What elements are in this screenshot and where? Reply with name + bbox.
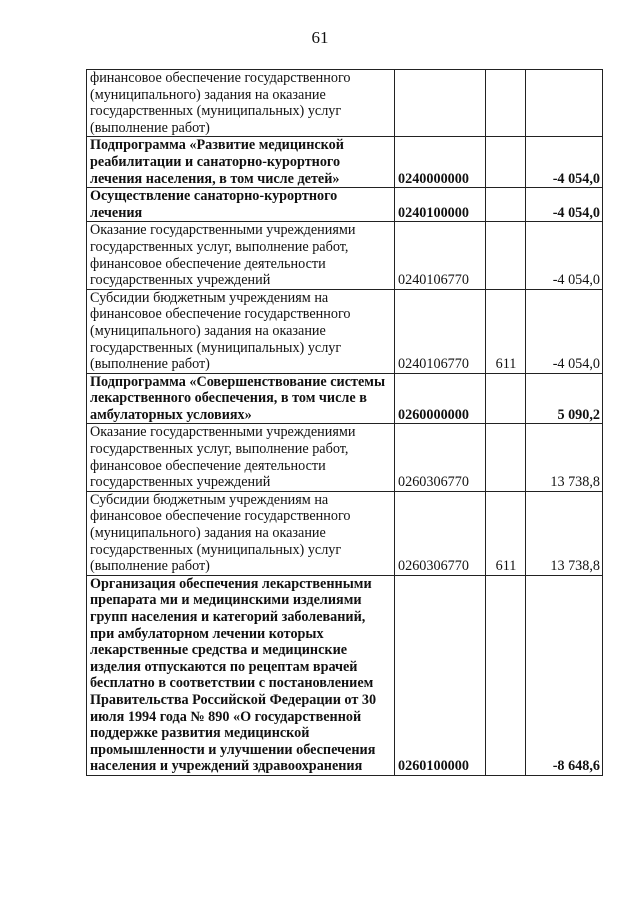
row-sum: -4 054,0 (526, 188, 603, 222)
row-name: Субсидии бюджетным учреждениям на финансовое обеспечение государственного (муниципального) задания на оказание государственных (муниципальных) услуг (выполнение работ) (87, 491, 395, 575)
row-type (486, 373, 526, 424)
table-row (87, 222, 603, 289)
row-code: 0260000000 (395, 373, 486, 424)
row-type (486, 424, 526, 491)
row-type (486, 137, 526, 188)
row-code: 0260306770 (395, 424, 486, 491)
table-row (87, 491, 603, 575)
row-code: 0240106770 (395, 289, 486, 373)
row-type (486, 188, 526, 222)
table-row (87, 575, 603, 775)
row-name: Подпрограмма «Совершенствование системы лекарственного обеспечения, в том числе в амбулаторных условиях» (87, 373, 395, 424)
row-name: Оказание государственными учреждениями государственных услуг, выполнение работ, финансовое обеспечение деятельности государственных учреждений (87, 424, 395, 491)
row-type: 611 (486, 289, 526, 373)
table-row (87, 424, 603, 491)
row-code: 0240000000 (395, 137, 486, 188)
row-type (486, 575, 526, 775)
row-sum: -4 054,0 (526, 222, 603, 289)
row-code: 0240100000 (395, 188, 486, 222)
table-row (87, 137, 603, 188)
row-code: 0260100000 (395, 575, 486, 775)
row-code: 0260306770 (395, 491, 486, 575)
row-code (395, 70, 486, 137)
table-row (87, 70, 603, 137)
row-sum: -8 648,6 (526, 575, 603, 775)
table-row (87, 188, 603, 222)
row-name: Осуществление санаторно-курортного лечения (87, 188, 395, 222)
row-name: Оказание государственными учреждениями государственных услуг, выполнение работ, финансовое обеспечение деятельности государственных учреждений (87, 222, 395, 289)
row-sum: 13 738,8 (526, 491, 603, 575)
row-name: Организация обеспечения лекарственными препарата ми и медицинскими изделиями групп населения и категорий заболеваний, при амбулаторном лечении которых лекарственные средства и медицинские изделия отпускаются по рецептам врачей бесплатно в соответствии с постановлением Правительства Российской Федерации от 30 июля 1994 года № 890 «О государственной поддержке развития медицинской промышленности и улучшении обеспечения населения и учреждений здравоохранения (87, 575, 395, 775)
row-type: 611 (486, 491, 526, 575)
row-code: 0240106770 (395, 222, 486, 289)
row-sum: 13 738,8 (526, 424, 603, 491)
table-row (87, 289, 603, 373)
row-sum: -4 054,0 (526, 137, 603, 188)
row-type (486, 222, 526, 289)
row-sum: 5 090,2 (526, 373, 603, 424)
row-type (486, 70, 526, 137)
page-number: 61 (311, 28, 329, 47)
row-name: финансовое обеспечение государственного (муниципального) задания на оказание государственных (муниципальных) услуг (выполнение работ) (87, 70, 395, 137)
row-sum (526, 70, 603, 137)
table-row (87, 373, 603, 424)
budget-table (86, 69, 603, 776)
row-sum: -4 054,0 (526, 289, 603, 373)
row-name: Субсидии бюджетным учреждениям на финансовое обеспечение государственного (муниципального) задания на оказание государственных (муниципальных) услуг (выполнение работ) (87, 289, 395, 373)
row-name: Подпрограмма «Развитие медицинской реабилитации и санаторно-курортного лечения населения, в том числе детей» (87, 137, 395, 188)
